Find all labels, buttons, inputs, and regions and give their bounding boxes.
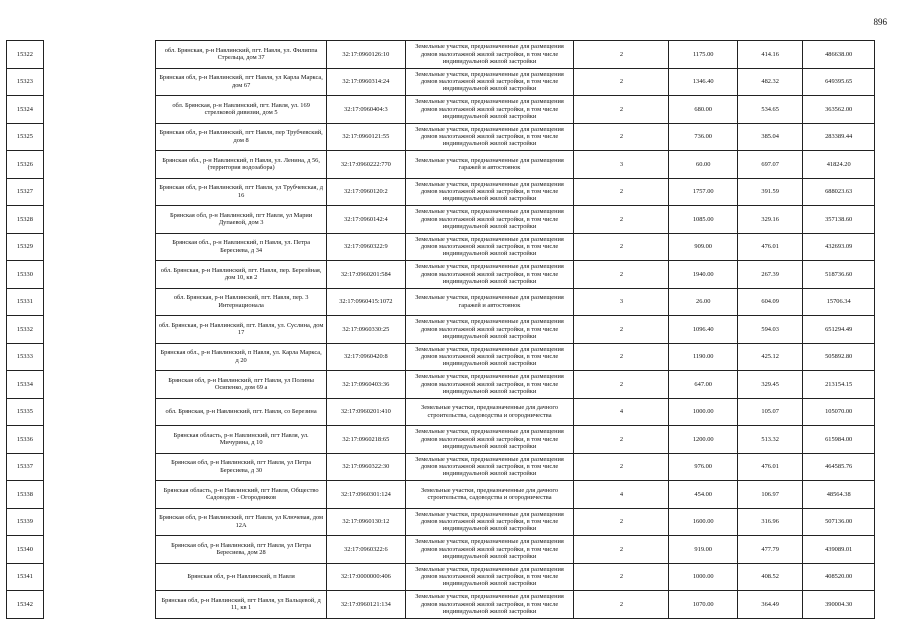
cadastral-number-cell: 32:17:0960420:8: [326, 343, 405, 371]
table-row: [7, 206, 875, 234]
area-cell: 1200.00: [669, 426, 737, 454]
area-cell: 1000.00: [669, 563, 737, 591]
gap-cell: [43, 591, 155, 619]
address-cell: Брянская обл, р-н Навлинский, пгт Навля, ул Полины Осипенко, дом 69 а: [156, 371, 327, 399]
group-cell: 4: [574, 398, 669, 426]
land-use-cell: Земельные участки, предназначенные для размещения домов малоэтажной жилой застройки, в том числе индивидуальной жилой застройки: [405, 41, 574, 69]
gap-cell: [43, 563, 155, 591]
cadastral-value-cell: 464585.76: [803, 453, 875, 481]
table-row: [7, 261, 875, 289]
address-cell: Брянская обл., р-н Навлинский, п Навля, ул. Петра Бересиева, д 34: [156, 233, 327, 261]
specific-value-cell: 476.01: [737, 453, 802, 481]
land-use-cell: Земельные участки, предназначенные для размещения гаражей и автостоянок: [405, 151, 574, 179]
specific-value-cell: 534.65: [737, 96, 802, 124]
group-cell: 2: [574, 178, 669, 206]
land-use-cell: Земельные участки, предназначенные для размещения домов малоэтажной жилой застройки, в том числе индивидуальной жилой застройки: [405, 536, 574, 564]
cadastral-value-cell: 649395.65: [803, 68, 875, 96]
land-use-cell: Земельные участки, предназначенные для размещения домов малоэтажной жилой застройки, в том числе индивидуальной жилой застройки: [405, 261, 574, 289]
area-cell: 1757.00: [669, 178, 737, 206]
area-cell: 1175.00: [669, 41, 737, 69]
cadastral-value-cell: 505892.80: [803, 343, 875, 371]
gap-cell: [43, 316, 155, 344]
address-cell: обл. Брянская, р-н Навлинский, пгт. Навля, ул. 169 стрелковой дивизии, дом 5: [156, 96, 327, 124]
cadastral-value-cell: 41824.20: [803, 151, 875, 179]
land-use-cell: Земельные участки, предназначенные для размещения домов малоэтажной жилой застройки, в том числе индивидуальной жилой застройки: [405, 343, 574, 371]
land-use-cell: Земельные участки, предназначенные для размещения домов малоэтажной жилой застройки, в том числе индивидуальной жилой застройки: [405, 68, 574, 96]
cadastral-number-cell: 32:17:0960415:1072: [326, 288, 405, 316]
address-cell: Брянская область, р-н Навлинский, пгт Навля, Общество Садоводов - Огородников: [156, 481, 327, 509]
gap-cell: [43, 371, 155, 399]
cadastral-number-cell: 32:17:0960403:36: [326, 371, 405, 399]
address-cell: обл. Брянская, р-н Навлинский, пгт. Навля, ул. Филиппа Стрельца, дом 37: [156, 41, 327, 69]
area-cell: 1070.00: [669, 591, 737, 619]
area-cell: 1600.00: [669, 508, 737, 536]
land-use-cell: Земельные участки, предназначенные для дачного строительства, садоводства и огородничества: [405, 398, 574, 426]
table-row: [7, 481, 875, 509]
area-cell: 26.00: [669, 288, 737, 316]
area-cell: 1346.40: [669, 68, 737, 96]
cadastral-value-cell: 213154.15: [803, 371, 875, 399]
specific-value-cell: 391.59: [737, 178, 802, 206]
cadastral-value-cell: 615984.00: [803, 426, 875, 454]
land-use-cell: Земельные участки, предназначенные для размещения домов малоэтажной жилой застройки, в том числе индивидуальной жилой застройки: [405, 371, 574, 399]
land-use-cell: Земельные участки, предназначенные для размещения домов малоэтажной жилой застройки, в том числе индивидуальной жилой застройки: [405, 591, 574, 619]
group-cell: 2: [574, 343, 669, 371]
area-cell: 736.00: [669, 123, 737, 151]
table-row: [7, 426, 875, 454]
table-row: [7, 233, 875, 261]
gap-cell: [43, 343, 155, 371]
cadastral-value-cell: 390004.30: [803, 591, 875, 619]
table-row: [7, 591, 875, 619]
row-number-cell: 15338: [7, 481, 44, 509]
row-number-cell: 15325: [7, 123, 44, 151]
area-cell: 454.00: [669, 481, 737, 509]
table-body: [7, 41, 875, 619]
cadastral-number-cell: 32:17:0960130:12: [326, 508, 405, 536]
cadastral-value-table: [6, 40, 875, 619]
cadastral-number-cell: 32:17:0000000:406: [326, 563, 405, 591]
cadastral-number-cell: 32:17:0960121:134: [326, 591, 405, 619]
cadastral-value-cell: 408520.00: [803, 563, 875, 591]
gap-cell: [43, 508, 155, 536]
row-number-cell: 15328: [7, 206, 44, 234]
area-cell: 1000.00: [669, 398, 737, 426]
specific-value-cell: 482.32: [737, 68, 802, 96]
address-cell: Брянская обл, р-н Навлинский, пгт Навля, ул Ключевая, дом 12А: [156, 508, 327, 536]
table-row: [7, 453, 875, 481]
specific-value-cell: 364.49: [737, 591, 802, 619]
group-cell: 2: [574, 68, 669, 96]
gap-cell: [43, 151, 155, 179]
land-use-cell: Земельные участки, предназначенные для дачного строительства, садоводства и огородничества: [405, 481, 574, 509]
specific-value-cell: 329.45: [737, 371, 802, 399]
group-cell: 2: [574, 41, 669, 69]
cadastral-value-cell: 105070.00: [803, 398, 875, 426]
address-cell: Брянская область, р-н Навлинский, пгт Навля, ул. Мичурина, д 10: [156, 426, 327, 454]
row-number-cell: 15341: [7, 563, 44, 591]
table-row: [7, 398, 875, 426]
cadastral-number-cell: 32:17:0960301:124: [326, 481, 405, 509]
land-use-cell: Земельные участки, предназначенные для размещения домов малоэтажной жилой застройки, в том числе индивидуальной жилой застройки: [405, 96, 574, 124]
specific-value-cell: 477.79: [737, 536, 802, 564]
table-row: [7, 178, 875, 206]
land-use-cell: Земельные участки, предназначенные для размещения домов малоэтажной жилой застройки, в том числе индивидуальной жилой застройки: [405, 178, 574, 206]
gap-cell: [43, 41, 155, 69]
group-cell: 2: [574, 591, 669, 619]
row-number-cell: 15340: [7, 536, 44, 564]
address-cell: Брянская обл., р-н Навлинский, п Навля, ул. Ленина, д 56, (территория водозабора): [156, 151, 327, 179]
area-cell: 647.00: [669, 371, 737, 399]
row-number-cell: 15329: [7, 233, 44, 261]
table-row: [7, 343, 875, 371]
gap-cell: [43, 398, 155, 426]
table-row: [7, 123, 875, 151]
area-cell: 1085.00: [669, 206, 737, 234]
row-number-cell: 15336: [7, 426, 44, 454]
group-cell: 2: [574, 536, 669, 564]
row-number-cell: 15324: [7, 96, 44, 124]
group-cell: 4: [574, 481, 669, 509]
cadastral-number-cell: 32:17:0960222:770: [326, 151, 405, 179]
cadastral-value-cell: 651294.49: [803, 316, 875, 344]
cadastral-value-cell: 518736.60: [803, 261, 875, 289]
cadastral-number-cell: 32:17:0960314:24: [326, 68, 405, 96]
area-cell: 919.00: [669, 536, 737, 564]
cadastral-number-cell: 32:17:0960218:65: [326, 426, 405, 454]
group-cell: 3: [574, 151, 669, 179]
address-cell: Брянская обл, р-н Навлинский, п Навля: [156, 563, 327, 591]
land-use-cell: Земельные участки, предназначенные для размещения домов малоэтажной жилой застройки, в том числе индивидуальной жилой застройки: [405, 123, 574, 151]
cadastral-value-cell: 357138.60: [803, 206, 875, 234]
specific-value-cell: 316.96: [737, 508, 802, 536]
group-cell: 2: [574, 426, 669, 454]
row-number-cell: 15333: [7, 343, 44, 371]
group-cell: 2: [574, 206, 669, 234]
gap-cell: [43, 481, 155, 509]
cadastral-value-cell: 439089.01: [803, 536, 875, 564]
table-row: [7, 41, 875, 69]
address-cell: обл. Брянская, р-н Навлинский, пгт. Навля, пер. Березйная, дом 10, кв 2: [156, 261, 327, 289]
cadastral-number-cell: 32:17:0960121:55: [326, 123, 405, 151]
gap-cell: [43, 123, 155, 151]
land-use-cell: Земельные участки, предназначенные для размещения домов малоэтажной жилой застройки, в том числе индивидуальной жилой застройки: [405, 563, 574, 591]
table-row: [7, 371, 875, 399]
land-use-cell: Земельные участки, предназначенные для размещения домов малоэтажной жилой застройки, в том числе индивидуальной жилой застройки: [405, 508, 574, 536]
table-row: [7, 288, 875, 316]
specific-value-cell: 476.01: [737, 233, 802, 261]
land-use-cell: Земельные участки, предназначенные для размещения домов малоэтажной жилой застройки, в том числе индивидуальной жилой застройки: [405, 316, 574, 344]
gap-cell: [43, 453, 155, 481]
cadastral-number-cell: 32:17:0960120:2: [326, 178, 405, 206]
row-number-cell: 15322: [7, 41, 44, 69]
land-use-cell: Земельные участки, предназначенные для размещения домов малоэтажной жилой застройки, в том числе индивидуальной жилой застройки: [405, 233, 574, 261]
group-cell: 2: [574, 96, 669, 124]
area-cell: 680.00: [669, 96, 737, 124]
cadastral-number-cell: 32:17:0960330:25: [326, 316, 405, 344]
cadastral-value-cell: 283389.44: [803, 123, 875, 151]
specific-value-cell: 385.04: [737, 123, 802, 151]
cadastral-value-cell: 363562.00: [803, 96, 875, 124]
gap-cell: [43, 536, 155, 564]
cadastral-number-cell: 32:17:0960322:30: [326, 453, 405, 481]
address-cell: Брянская обл, р-н Навлинский, пгт Навля, ул Трубчевская, д 16: [156, 178, 327, 206]
table-row: [7, 536, 875, 564]
cadastral-number-cell: 32:17:0960322:9: [326, 233, 405, 261]
land-use-cell: Земельные участки, предназначенные для размещения домов малоэтажной жилой застройки, в том числе индивидуальной жилой застройки: [405, 426, 574, 454]
cadastral-number-cell: 32:17:0960404:3: [326, 96, 405, 124]
group-cell: 2: [574, 261, 669, 289]
address-cell: Брянская обл, р-н Навлинский, пгт Навля, ул Петра Бересиева, д 30: [156, 453, 327, 481]
specific-value-cell: 604.09: [737, 288, 802, 316]
specific-value-cell: 513.32: [737, 426, 802, 454]
address-cell: обл. Брянская, р-н Навлинский, пгт. Навля, со Березина: [156, 398, 327, 426]
row-number-cell: 15332: [7, 316, 44, 344]
group-cell: 2: [574, 371, 669, 399]
specific-value-cell: 414.16: [737, 41, 802, 69]
cadastral-value-cell: 48564.38: [803, 481, 875, 509]
land-use-cell: Земельные участки, предназначенные для размещения домов малоэтажной жилой застройки, в том числе индивидуальной жилой застройки: [405, 206, 574, 234]
specific-value-cell: 105.07: [737, 398, 802, 426]
land-use-cell: Земельные участки, предназначенные для размещения домов малоэтажной жилой застройки, в том числе индивидуальной жилой застройки: [405, 453, 574, 481]
row-number-cell: 15337: [7, 453, 44, 481]
area-cell: 60.00: [669, 151, 737, 179]
address-cell: обл. Брянская, р-н Навлинский, пгт. Навля, пер. 3 Интернационала: [156, 288, 327, 316]
table-row: [7, 316, 875, 344]
cadastral-value-cell: 507136.00: [803, 508, 875, 536]
address-cell: Брянская обл, р-н Навлинский, пгт Навля, ул Вальцевой, д 11, кв 1: [156, 591, 327, 619]
address-cell: обл. Брянская, р-н Навлинский, пгт. Навля, ул. Суслина, дом 17: [156, 316, 327, 344]
cadastral-number-cell: 32:17:0960126:10: [326, 41, 405, 69]
group-cell: 2: [574, 563, 669, 591]
gap-cell: [43, 426, 155, 454]
table-row: [7, 508, 875, 536]
specific-value-cell: 267.39: [737, 261, 802, 289]
cadastral-value-cell: 15706.34: [803, 288, 875, 316]
gap-cell: [43, 68, 155, 96]
address-cell: Брянская обл, р-н Навлинский, пгт Навля, пер Трубчевский, дом 8: [156, 123, 327, 151]
gap-cell: [43, 206, 155, 234]
specific-value-cell: 329.16: [737, 206, 802, 234]
gap-cell: [43, 233, 155, 261]
area-cell: 1940.00: [669, 261, 737, 289]
gap-cell: [43, 261, 155, 289]
gap-cell: [43, 178, 155, 206]
row-number-cell: 15327: [7, 178, 44, 206]
group-cell: 2: [574, 508, 669, 536]
address-cell: Брянская обл., р-н Навлинский, п Навля, ул. Карла Маркса, д 20: [156, 343, 327, 371]
address-cell: Брянская обл, р-н Навлинский, пгт Навля, ул Марии Дупаевой, дом 3: [156, 206, 327, 234]
group-cell: 2: [574, 123, 669, 151]
row-number-cell: 15334: [7, 371, 44, 399]
cadastral-number-cell: 32:17:0960322:6: [326, 536, 405, 564]
specific-value-cell: 425.12: [737, 343, 802, 371]
cadastral-value-cell: 432693.09: [803, 233, 875, 261]
row-number-cell: 15323: [7, 68, 44, 96]
cadastral-value-cell: 688023.63: [803, 178, 875, 206]
address-cell: Брянская обл, р-н Навлинский, пгт Навля, ул Карла Маркса, дом 67: [156, 68, 327, 96]
cadastral-number-cell: 32:17:0960201:410: [326, 398, 405, 426]
row-number-cell: 15330: [7, 261, 44, 289]
page-number: 896: [873, 17, 887, 27]
gap-cell: [43, 96, 155, 124]
gap-cell: [43, 288, 155, 316]
area-cell: 1190.00: [669, 343, 737, 371]
area-cell: 976.00: [669, 453, 737, 481]
group-cell: 2: [574, 316, 669, 344]
row-number-cell: 15342: [7, 591, 44, 619]
row-number-cell: 15331: [7, 288, 44, 316]
row-number-cell: 15326: [7, 151, 44, 179]
cadastral-value-cell: 486638.00: [803, 41, 875, 69]
row-number-cell: 15339: [7, 508, 44, 536]
table-row: [7, 68, 875, 96]
group-cell: 2: [574, 233, 669, 261]
specific-value-cell: 697.07: [737, 151, 802, 179]
area-cell: 1096.40: [669, 316, 737, 344]
table-row: [7, 151, 875, 179]
area-cell: 909.00: [669, 233, 737, 261]
cadastral-number-cell: 32:17:0960201:584: [326, 261, 405, 289]
table-row: [7, 563, 875, 591]
land-use-cell: Земельные участки, предназначенные для размещения гаражей и автостоянок: [405, 288, 574, 316]
specific-value-cell: 106.97: [737, 481, 802, 509]
address-cell: Брянская обл, р-н Навлинский, пгт Навля, ул Петра Бересиева, дом 28: [156, 536, 327, 564]
group-cell: 3: [574, 288, 669, 316]
table-row: [7, 96, 875, 124]
specific-value-cell: 408.52: [737, 563, 802, 591]
cadastral-number-cell: 32:17:0960142:4: [326, 206, 405, 234]
specific-value-cell: 594.03: [737, 316, 802, 344]
group-cell: 2: [574, 453, 669, 481]
row-number-cell: 15335: [7, 398, 44, 426]
